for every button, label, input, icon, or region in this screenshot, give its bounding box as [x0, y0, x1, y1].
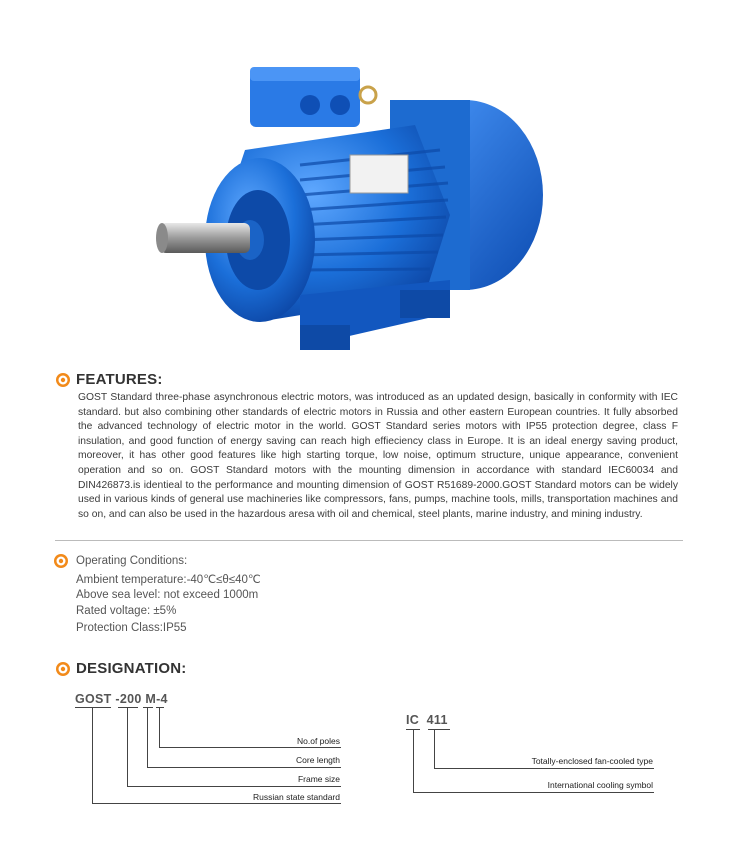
gear-icon — [55, 372, 71, 388]
gear-icon — [55, 661, 71, 677]
condition-item: Above sea level: not exceed 1000m — [76, 589, 259, 601]
condition-item: Protection Class:IP55 — [76, 622, 187, 634]
cooling-label: Totally-enclosed fan-cooled type — [531, 756, 653, 766]
features-text: GOST Standard three-phase asynchronous electric motors, was introduced as an updated design, basically in conformity with IEC standard. but also combining other standards of electric motors in Russia and other eastern European countries. It fully absorbed the advanced technology of electric motor in the world. GOST Standard series motors with IP55 protection degree, class F insulation, and good function of energy saving can reach high effieciency class in Europe. It is an ideal energy saving product, moreover, it has other good features like high starting torque, low noise, optimum structure, unique appearance, convenient operation and so on. GOST Standard motors with the mounting dimension in accordance with standard IEC60034 and DIN426873.is identieal to the performance and mounting dimension of GOST R51689-2000.GOST Standard motors can be widely used in various kinds of general use machineries like compressors, fans, pumps, machine tools, mills, transportation machines and so on, and can also be used in the hazardous aresa with oil and chemical, steel plants, marine industry, and mining industry. — [78, 392, 678, 520]
divider — [55, 540, 683, 541]
features-title: FEATURES: — [76, 371, 163, 388]
designation-label: Core length — [296, 755, 340, 765]
designation-code: GOST -200 M-4 — [75, 692, 168, 706]
conditions-title: Operating Conditions: — [76, 555, 188, 567]
cooling-code: IC 411 — [406, 713, 448, 727]
gear-icon — [53, 553, 69, 569]
cooling-label: International cooling symbol — [547, 780, 653, 790]
designation-title: DESIGNATION: — [76, 660, 187, 677]
condition-item: Rated voltage: ±5% — [76, 605, 177, 617]
designation-label: Russian state standard — [253, 792, 340, 802]
designation-label: No.of poles — [297, 736, 340, 746]
designation-label: Frame size — [297, 774, 340, 784]
condition-item: Ambient temperature:-40℃≤θ≤40℃ — [76, 574, 261, 586]
electric-motor-image — [150, 55, 550, 365]
